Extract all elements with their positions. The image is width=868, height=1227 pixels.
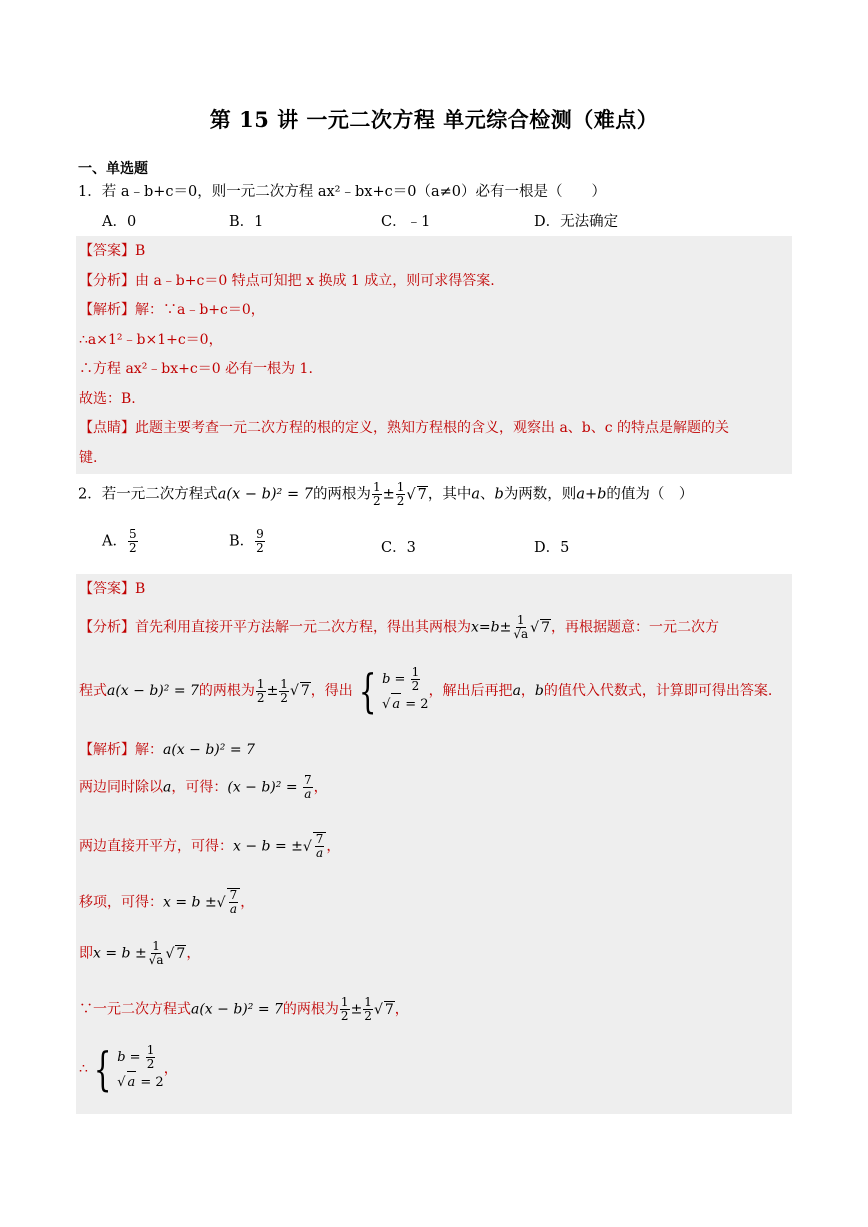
option-b: B．1 [229,214,264,230]
solution-line: 【解析】解：∵a﹣b+c＝0， [79,302,265,318]
option-b: B． $\frac{9}{2}$ [229,527,264,555]
answer-line: 【答案】B [79,243,146,259]
solution-line: ∴ { b = $\frac{1}{2}$ √ a = 2 ， [79,1042,178,1096]
analysis-line: 程式a(x − b)² = 7的两根为 $\frac{1}{2}$ ± $\frac{1}{2}$ √ 7，得出 { b = $\frac{1}{2}$ √ a = 2 ，解出后再把a，b的值代入代数式，计算即可得出答案. [79,666,772,716]
analysis-line: 【分析】由 a﹣b+c＝0 特点可知把 x 换成 1 成立，则可求得答案. [79,273,495,289]
option-d: D．5 [534,540,570,556]
solution-line: 即x = b ± $\frac{1}{√a}$ √ 7， [79,940,200,967]
solution-line: 移项，可得：x = b ±√ $\frac{7}{a}$ ， [79,888,254,916]
option-c: C．﹣1 [381,214,431,230]
solution-line: ∴方程 ax²﹣bx+c＝0 必有一根为 1. [79,361,313,377]
question-2-stem: 2．若一元二次方程式a(x − b)² = 7的两根为 $\frac{1}{2}$ ± $\frac{1}{2}$ √ 7，其中a、b为两数，则a+b的值为（ ） [78,481,693,508]
comment-line: 键. [79,450,98,466]
page-title: 第 15 讲 一元二次方程 单元综合检测（难点） [209,107,659,132]
question-2-answer-box [76,574,792,1114]
solution-line: 两边同时除以a，可得：(x − b)² = $\frac{7}{a}$ ， [79,773,328,801]
option-a: A．0 [102,214,137,230]
equation: a(x − b)² = 7 [217,486,313,503]
section-heading: 一、单选题 [78,161,148,177]
analysis-line: 【分析】首先利用直接开平方法解一元二次方程，得出其两根为x=b± $\frac{1}{√a}$ √ 7，再根据题意：一元二次方 [79,614,719,641]
solution-line: 【解析】解：a(x − b)² = 7 [79,742,255,758]
solution-line: ∴a×1²﹣b×1+c＝0， [79,332,223,348]
question-1-stem: 1．若 a﹣b+c＝0，则一元二次方程 ax²﹣bx+c＝0（a≠0）必有一根是（ ） [78,184,606,200]
answer-line: 【答案】B [79,581,146,597]
solution-line: ∵一元二次方程式a(x − b)² = 7的两根为 $\frac{1}{2}$ ± $\frac{1}{2}$ √ 7， [79,996,409,1023]
solution-line: 两边直接开平方，可得：x − b = ±√ $\frac{7}{a}$ ， [79,832,340,860]
question-1-answer-box [76,236,792,474]
comment-line: 【点睛】此题主要考查一元二次方程的根的定义，熟知方程根的含义，观察出 a、b、c 的特点是解题的关 [79,420,730,436]
option-c: C．3 [381,540,416,556]
option-d: D．无法确定 [534,214,619,230]
solution-line: 故选：B. [79,391,136,407]
option-a: A． $\frac{5}{2}$ [102,527,137,555]
